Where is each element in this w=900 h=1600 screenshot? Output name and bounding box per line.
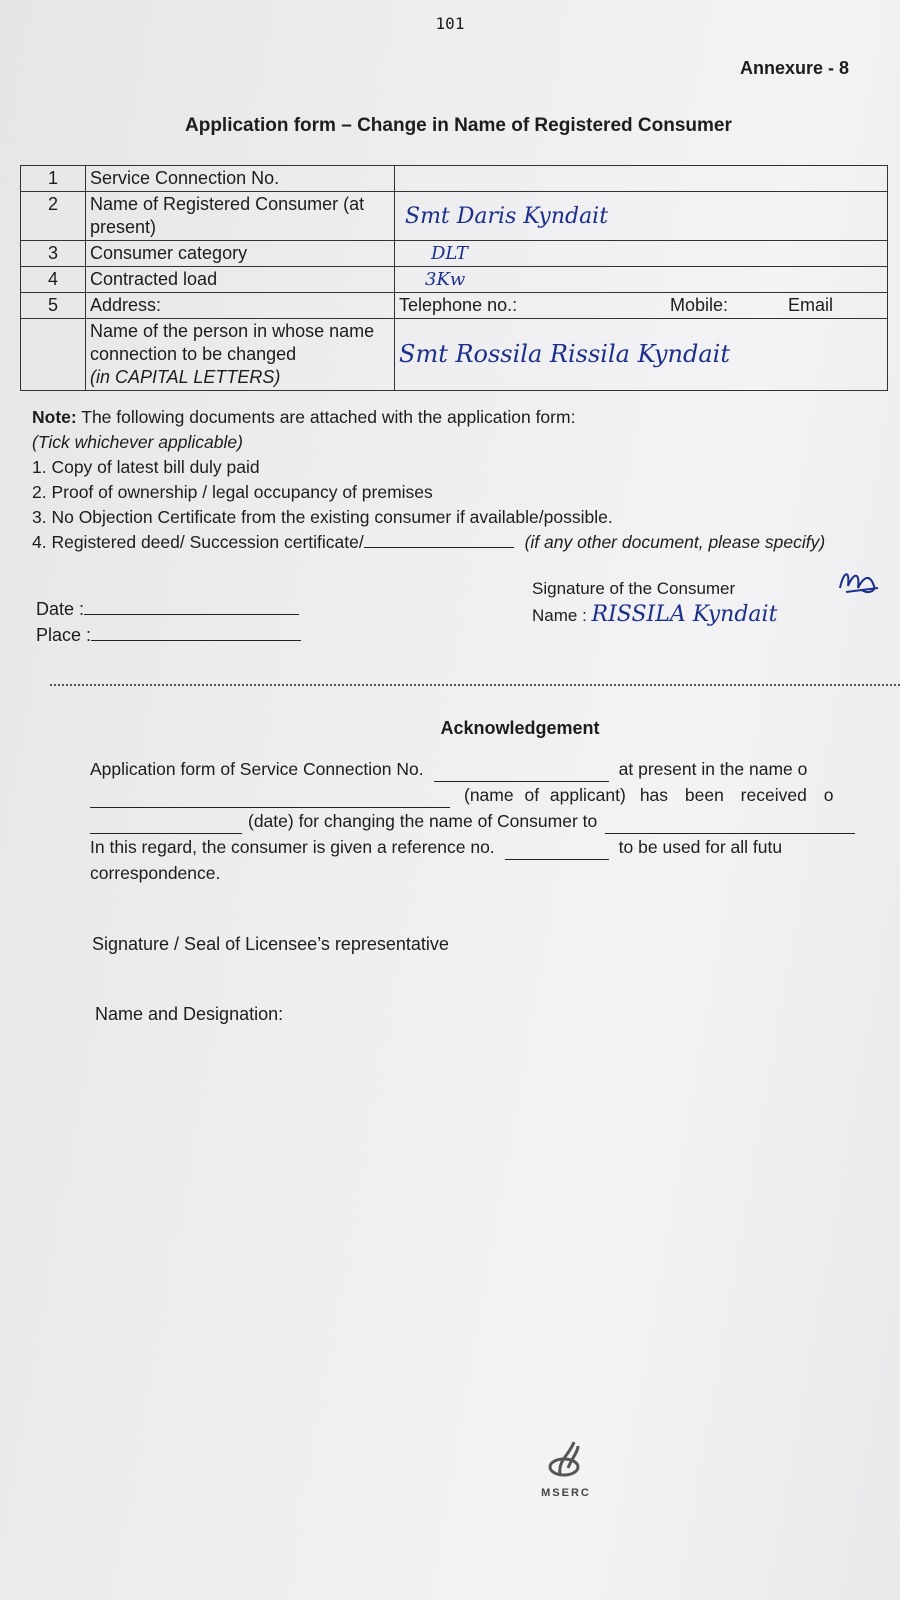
consumer-name-value[interactable]: RISSILA Kyndait: [591, 602, 778, 627]
reference-no-blank[interactable]: [505, 843, 609, 860]
telephone-label: Telephone no.:: [399, 295, 518, 315]
date-received-blank[interactable]: [90, 817, 242, 834]
table-row: [21, 166, 888, 192]
new-consumer-name-blank[interactable]: [605, 817, 855, 834]
new-name-label-line1: Name of the person in whose name: [90, 321, 375, 341]
consumer-category-value[interactable]: DLT: [395, 241, 888, 267]
note-block: [32, 405, 825, 555]
applicant-name-blank[interactable]: [90, 791, 450, 808]
table-row: [21, 319, 888, 391]
document-item-label: 4. Registered deed/ Succession certificate/: [32, 532, 364, 552]
table-row: [21, 293, 888, 319]
ack-text: Application form of Service Connection No.: [90, 759, 424, 779]
place-label: Place :: [36, 625, 92, 645]
ack-text: to be used for all futu: [618, 837, 783, 857]
page-number: 101: [435, 14, 465, 33]
row-label: Address:: [86, 293, 395, 319]
row-label: Contracted load: [86, 267, 395, 293]
other-document-hint: (if any other document, please specify): [524, 532, 826, 552]
acknowledgement-body: [90, 756, 900, 886]
signature-label: Signature of the Consumer: [532, 579, 736, 598]
ack-text: correspondence.: [90, 863, 221, 883]
separator-dotted-line: [50, 684, 900, 686]
service-connection-blank[interactable]: [434, 765, 609, 782]
note-instruction: (Tick whichever applicable): [32, 432, 243, 452]
signature-block: [532, 576, 777, 629]
logo-text: MSERC: [541, 1487, 591, 1499]
row-number: 1: [21, 166, 86, 192]
date-label: Date :: [36, 599, 85, 619]
mobile-label: Mobile:: [669, 295, 728, 315]
new-name-value[interactable]: Smt Rossila Rissila Kyndait: [395, 319, 888, 391]
contracted-load-value[interactable]: 3Kw: [395, 267, 888, 293]
row-label: [86, 319, 395, 391]
row-number: 3: [21, 241, 86, 267]
row-number: 2: [21, 192, 86, 241]
document-item[interactable]: 3. No Objection Certificate from the existing consumer if available/possible.: [32, 507, 613, 527]
ack-line-2: [90, 782, 900, 808]
annexure-label: Annexure - 8: [740, 58, 850, 78]
ack-text: at present in the name o: [618, 759, 808, 779]
form-title: Application form – Change in Name of Registered Consumer: [185, 115, 732, 136]
table-row: [21, 267, 888, 293]
acknowledgement-title: Acknowledgement: [440, 718, 600, 738]
note-text: The following documents are attached with the application form:: [76, 407, 576, 427]
name-label: Name :: [532, 606, 587, 625]
new-name-label-line2: connection to be changed: [90, 344, 297, 364]
document-item[interactable]: 1. Copy of latest bill duly paid: [32, 457, 260, 477]
ack-text: (date) for changing the name of Consumer to: [248, 811, 598, 831]
table-row: [21, 192, 888, 241]
contact-cell: [395, 293, 888, 319]
document-item-4[interactable]: [32, 530, 825, 555]
ack-text: has been received o: [639, 785, 834, 805]
ack-text: In this regard, the consumer is given a reference no.: [90, 837, 495, 857]
ack-text: (name of applicant): [464, 785, 626, 805]
date-place-block: [36, 596, 301, 648]
row-number: [21, 319, 86, 391]
document-item[interactable]: 2. Proof of ownership / legal occupancy of premises: [32, 482, 433, 502]
ack-line-3: [90, 808, 900, 834]
mserc-emblem-icon: [544, 1440, 588, 1480]
name-designation-label: Name and Designation:: [95, 1004, 284, 1024]
table-row: [21, 241, 888, 267]
email-label: Email: [787, 295, 833, 315]
row-label: Service Connection No.: [86, 166, 395, 192]
licensee-signature-label: Signature / Seal of Licensee’s representative: [92, 934, 449, 954]
ack-line-4: [90, 834, 900, 860]
row-number: 4: [21, 267, 86, 293]
registered-consumer-value[interactable]: Smt Daris Kyndait: [395, 192, 888, 241]
application-table: [20, 165, 888, 391]
service-connection-value[interactable]: [395, 166, 888, 192]
ack-line-1: [90, 756, 900, 782]
row-number: 5: [21, 293, 86, 319]
note-lead: Note:: [32, 407, 77, 427]
signature-scribble-icon: [836, 566, 882, 598]
row-label: Consumer category: [86, 241, 395, 267]
mserc-logo: [526, 1440, 606, 1499]
row-label: Name of Registered Consumer (at present): [86, 192, 395, 241]
date-blank[interactable]: [84, 598, 299, 615]
note-heading: [32, 405, 825, 430]
new-name-label-line3: (in CAPITAL LETTERS): [90, 367, 281, 387]
other-document-blank[interactable]: [364, 531, 514, 548]
place-blank[interactable]: [91, 624, 301, 641]
